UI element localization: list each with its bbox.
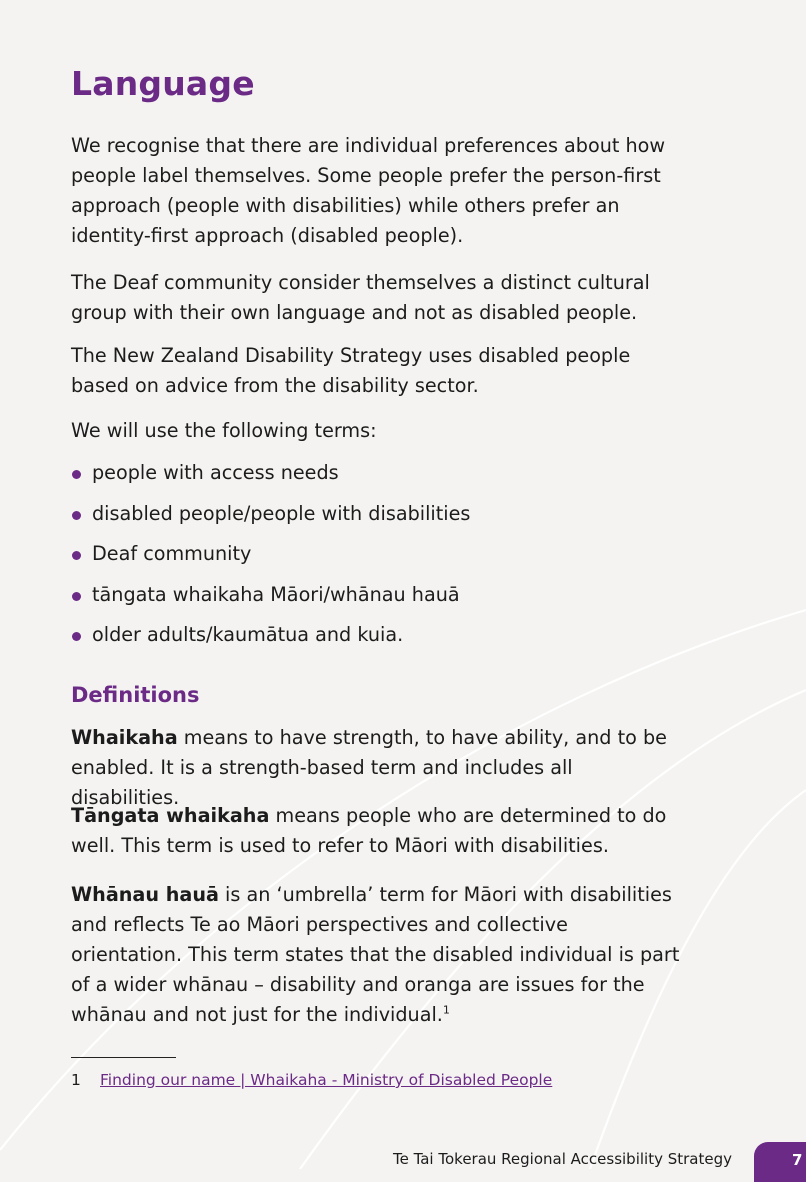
footnote-number: 1 [71,1071,81,1089]
list-item: older adults/kaumātua and kuia. [71,620,470,661]
bullet-icon [72,592,81,601]
bullet-icon [72,511,81,520]
definition-whanau-haua [71,880,681,1030]
footnote-reference[interactable]: 1 [442,1003,450,1017]
intro-paragraph: We recognise that there are individual preferences about how people label themselves. Some people prefer the person-first approach (people with disabilities) while others prefer an identity-first approach (disabled people). [71,134,666,247]
footnote-link[interactable]: Finding our name | Whaikaha - Ministry of Disabled People [100,1071,553,1089]
list-item: people with access needs [71,458,470,499]
footnote-divider [71,1057,176,1058]
definitions-heading: Definitions [71,683,200,707]
definition-text: means to have strength, to have ability, and to be enabled. It is a strength-based term and includes all disabilities. [71,726,667,809]
definition-term: Whānau hauā [71,883,219,906]
page-title: Language [71,64,255,103]
definition-term: Whaikaha [71,726,178,749]
bullet-icon [72,632,81,641]
definition-whaikaha [71,723,681,813]
page-number: 7 [792,1151,803,1169]
terms-intro-paragraph: We will use the following terms: [71,419,377,442]
list-item: disabled people/people with disabilities [71,499,470,540]
list-item: Deaf community [71,539,470,580]
strategy-paragraph: The New Zealand Disability Strategy uses disabled people based on advice from the disability sector. [71,344,631,397]
deaf-community-paragraph: The Deaf community consider themselves a distinct cultural group with their own language and not as disabled people. [71,271,650,324]
footnote [71,1069,552,1091]
definition-text: means people who are determined to do well. This term is used to refer to Māori with disabilities. [71,804,667,857]
list-item: tāngata whaikaha Māori/whānau hauā [71,580,470,621]
terms-list [71,458,470,661]
definition-text: is an ‘umbrella’ term for Māori with disabilities and reflects Te ao Māori perspectives and collective orientation. This term states that the disabled individual is part of a wider whānau – disability and oranga are issues for the whānau and not just for the individual. [71,883,680,1026]
definition-tangata-whaikaha [71,801,681,861]
definition-term: Tāngata whaikaha [71,804,270,827]
page-number-badge [754,1142,806,1182]
bullet-icon [72,551,81,560]
footer-title: Te Tai Tokerau Regional Accessibility Strategy [392,1150,732,1168]
bullet-icon [72,470,81,479]
